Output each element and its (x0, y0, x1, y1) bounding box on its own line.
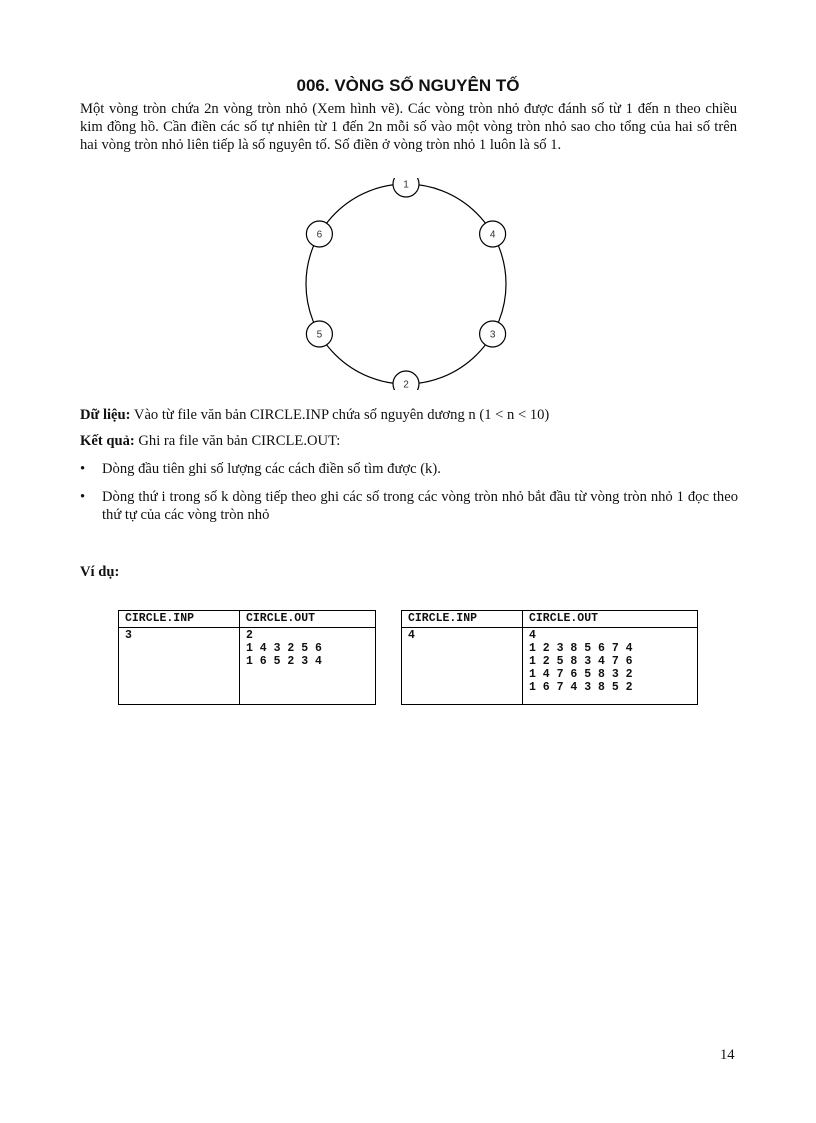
problem-title: 006. VÒNG SỐ NGUYÊN TỐ (296, 76, 520, 95)
out-cell (523, 628, 698, 705)
out-line: 1 6 5 2 3 4 (246, 655, 322, 668)
out-header: CIRCLE.OUT (240, 611, 376, 628)
out-line: 1 2 3 8 5 6 7 4 (529, 642, 633, 655)
bullet-icon: • (80, 461, 86, 477)
table-row (402, 628, 698, 705)
inp-cell (119, 628, 240, 705)
out-header: CIRCLE.OUT (523, 611, 698, 628)
small-circle-label: 3 (489, 329, 496, 341)
input-description (80, 406, 549, 424)
big-circle (306, 184, 506, 384)
example-table-1 (118, 610, 376, 705)
bullet-icon: • (80, 489, 86, 505)
inp-line: 4 (408, 629, 415, 642)
inp-header: CIRCLE.INP (119, 611, 240, 628)
table-header-row (119, 611, 376, 628)
list-item (80, 460, 738, 478)
out-cell (240, 628, 376, 705)
input-text: Vào từ file văn bản CIRCLE.INP chứa số nguyên dương n (1 < n < 10) (133, 407, 550, 423)
list-item-text: Dòng thứ i trong số k dòng tiếp theo ghi các số trong các vòng tròn nhỏ bắt đầu từ vòng tròn nhỏ 1 đọc theo thứ tự của các vòng tròn nhỏ (102, 489, 738, 523)
example-heading: Ví dụ: (80, 564, 120, 580)
output-description (80, 432, 340, 450)
prime-circle-figure (300, 178, 512, 390)
list-item-text: Dòng đầu tiên ghi số lượng các cách điền số tìm được (k). (102, 461, 441, 477)
output-format-list (80, 460, 738, 534)
out-line: 1 6 7 4 3 8 5 2 (529, 681, 633, 694)
inp-cell (402, 628, 523, 705)
output-text: Ghi ra file văn bản CIRCLE.OUT: (138, 433, 341, 449)
out-line: 1 4 3 2 5 6 (246, 642, 322, 655)
problem-description: Một vòng tròn chứa 2n vòng tròn nhỏ (Xem hình vẽ). Các vòng tròn nhỏ được đánh số từ 1 đến n theo chiều kim đồng hồ. Cần điền các số tự nhiên từ 1 đến 2n mỗi số vào một vòng tròn nhỏ sao cho tổng của hai số trên hai vòng tròn nhỏ liên tiếp là số nguyên tố. Số điền ở vòng tròn nhỏ 1 luôn là số 1. (80, 101, 737, 153)
inp-header: CIRCLE.INP (402, 611, 523, 628)
page-number: 14 (720, 1047, 735, 1063)
out-line: 1 4 7 6 5 8 3 2 (529, 668, 633, 681)
inp-line: 3 (125, 629, 132, 642)
small-circle-label: 2 (403, 379, 409, 390)
out-line: 4 (529, 629, 536, 642)
example-table-2 (401, 610, 698, 705)
small-circle-label: 6 (316, 229, 323, 241)
small-circle-label: 4 (489, 229, 496, 241)
small-circle-label: 5 (316, 329, 323, 341)
table-header-row (402, 611, 698, 628)
small-circle-label: 1 (403, 179, 409, 191)
out-line: 1 2 5 8 3 4 7 6 (529, 655, 633, 668)
list-item (80, 488, 738, 524)
table-row (119, 628, 376, 705)
output-label: Kết quả: (80, 433, 135, 449)
out-line: 2 (246, 629, 253, 642)
input-label: Dữ liệu: (80, 407, 131, 423)
